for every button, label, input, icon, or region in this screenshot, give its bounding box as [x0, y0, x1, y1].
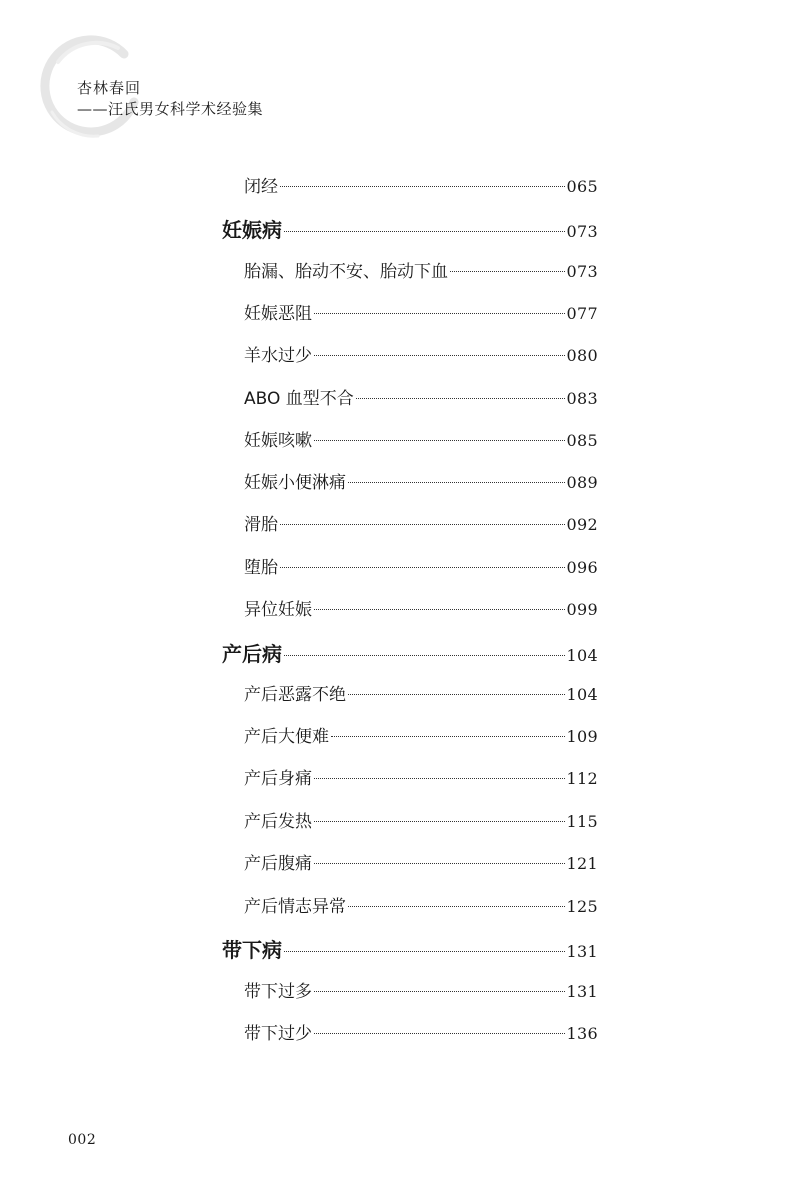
dot-leader — [314, 609, 565, 610]
toc-entry[interactable] — [244, 553, 598, 579]
dot-leader — [314, 313, 565, 314]
toc-entry-page: 125 — [566, 897, 598, 916]
toc-entry-page: 092 — [566, 515, 598, 534]
toc-entry-title: 产后腹痛 — [244, 854, 312, 874]
toc-entry-title: 带下过少 — [244, 1024, 312, 1044]
toc-entry-title: 产后身痛 — [244, 769, 312, 789]
toc-entry-page: 136 — [566, 1024, 598, 1043]
toc-entry-title: 产后恶露不绝 — [244, 685, 346, 705]
toc-entry[interactable] — [244, 977, 598, 1003]
toc-entry-page: 104 — [566, 685, 598, 704]
toc-entry-title: 闭经 — [244, 177, 278, 197]
dot-leader — [280, 186, 565, 187]
toc-entry[interactable] — [244, 172, 598, 198]
toc-entry-title: 妊娠小便淋痛 — [244, 473, 346, 493]
dot-leader — [314, 991, 565, 992]
toc-entry[interactable] — [244, 1019, 598, 1045]
dot-leader — [280, 524, 565, 525]
dot-leader — [284, 951, 565, 952]
toc-entry-page: 131 — [566, 982, 598, 1001]
toc-entry-title: 妊娠恶阻 — [244, 304, 312, 324]
dot-leader — [314, 863, 565, 864]
toc-chapter[interactable] — [222, 214, 598, 240]
toc-entry-page: 065 — [566, 177, 598, 196]
toc-entry-title: 妊娠咳嗽 — [244, 431, 312, 451]
dot-leader — [314, 355, 565, 356]
dot-leader — [314, 1033, 565, 1034]
toc-entry[interactable] — [244, 595, 598, 621]
page-number: 002 — [68, 1132, 97, 1148]
toc-entry[interactable] — [244, 299, 598, 325]
toc-chapter[interactable] — [222, 934, 598, 960]
toc-entry-title: ABO 血型不合 — [244, 389, 354, 409]
toc-entry-page: 085 — [566, 431, 598, 450]
dot-leader — [348, 482, 565, 483]
toc-entry[interactable] — [244, 849, 598, 875]
toc-chapter-title: 带下病 — [222, 938, 282, 962]
toc-entry-page: 096 — [566, 558, 598, 577]
toc-chapter-title: 妊娠病 — [222, 218, 282, 242]
dot-leader — [314, 440, 565, 441]
toc-chapter-page: 104 — [566, 646, 598, 665]
dot-leader — [314, 778, 565, 779]
toc-entry-title: 羊水过少 — [244, 346, 312, 366]
toc-entry-page: 089 — [566, 473, 598, 492]
toc-entry[interactable] — [244, 257, 598, 283]
toc-entry-title: 产后大便难 — [244, 727, 329, 747]
toc-entry[interactable] — [244, 384, 598, 410]
toc-entry[interactable] — [244, 680, 598, 706]
toc-chapter-title: 产后病 — [222, 642, 282, 666]
dot-leader — [348, 906, 565, 907]
toc-entry[interactable] — [244, 426, 598, 452]
toc-entry-page: 077 — [566, 304, 598, 323]
toc-entry-page: 112 — [566, 769, 598, 788]
toc-entry-title: 胎漏、胎动不安、胎动下血 — [244, 262, 448, 282]
toc-chapter[interactable] — [222, 638, 598, 664]
toc-entry-title: 产后发热 — [244, 812, 312, 832]
book-title: 杏林春回 — [77, 79, 142, 97]
toc-chapter-page: 131 — [566, 942, 598, 961]
toc-entry[interactable] — [244, 764, 598, 790]
toc-entry[interactable] — [244, 722, 598, 748]
toc-entry-page: 121 — [566, 854, 598, 873]
toc-entry-page: 109 — [566, 727, 598, 746]
toc-entry[interactable] — [244, 468, 598, 494]
toc-entry-page: 115 — [566, 812, 598, 831]
toc-entry[interactable] — [244, 807, 598, 833]
toc-entry-page: 083 — [566, 389, 598, 408]
dot-leader — [356, 398, 565, 399]
toc-entry[interactable] — [244, 341, 598, 367]
toc-entry-title: 堕胎 — [244, 558, 278, 578]
dot-leader — [348, 694, 565, 695]
toc-entry-title: 滑胎 — [244, 515, 278, 535]
toc-entry[interactable] — [244, 892, 598, 918]
dot-leader — [280, 567, 565, 568]
book-subtitle: ——汪氏男女科学术经验集 — [77, 100, 264, 118]
toc-entry-page: 073 — [566, 262, 598, 281]
toc-entry-page: 099 — [566, 600, 598, 619]
toc-entry-page: 080 — [566, 346, 598, 365]
toc-entry-title: 产后情志异常 — [244, 897, 346, 917]
dot-leader — [314, 821, 565, 822]
toc-chapter-page: 073 — [566, 222, 598, 241]
toc-entry[interactable] — [244, 510, 598, 536]
toc-entry-title: 异位妊娠 — [244, 600, 312, 620]
dot-leader — [284, 655, 565, 656]
dot-leader — [450, 271, 565, 272]
dot-leader — [331, 736, 565, 737]
toc-entry-title: 带下过多 — [244, 982, 312, 1002]
dot-leader — [284, 231, 565, 232]
